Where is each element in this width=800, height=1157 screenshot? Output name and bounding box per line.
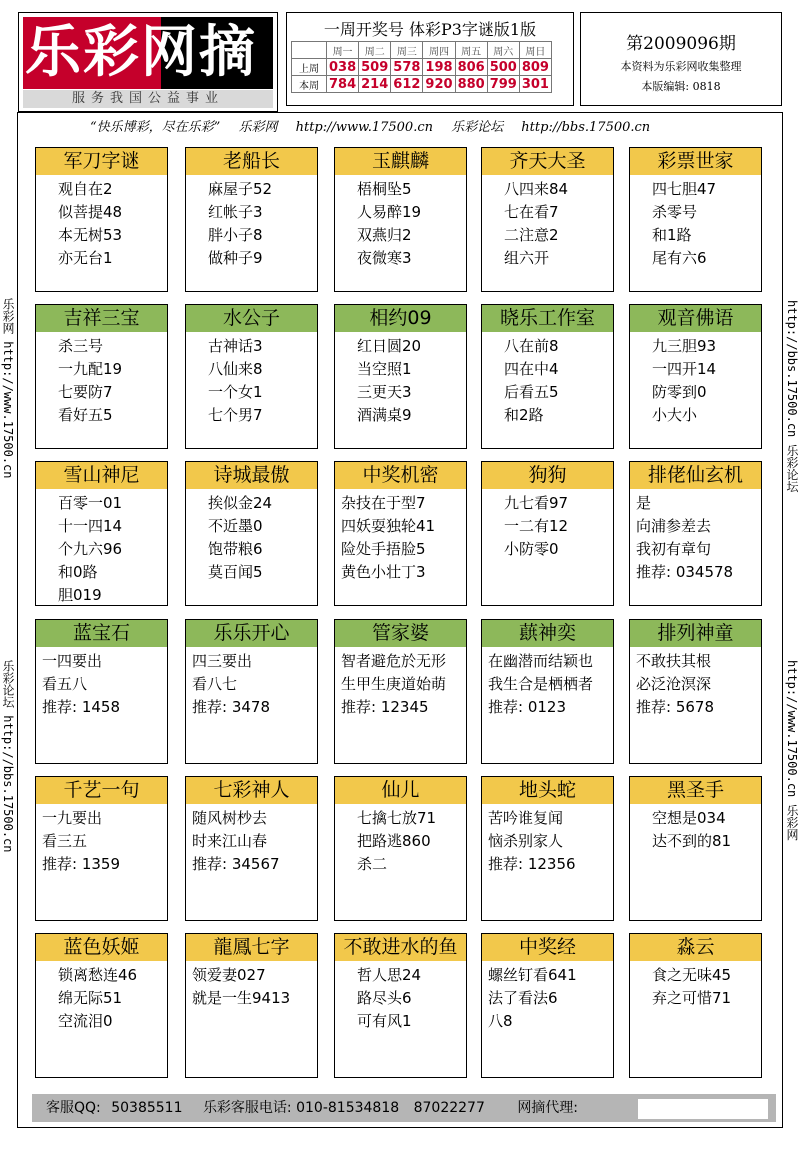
tip-line: 当空照1 [357, 360, 412, 378]
tip-card-body [36, 650, 167, 719]
tip-card-title: 吉祥三宝 [36, 305, 167, 332]
tip-line: 麻屋子52 [208, 180, 273, 198]
tip-line: 恼杀别家人 [488, 832, 564, 850]
tip-card-body [186, 807, 317, 876]
tip-card-title: 蓝宝石 [36, 620, 167, 647]
tip-card-title: 中奖机密 [335, 462, 466, 489]
draw-row-this-week [292, 76, 552, 93]
side-text-right-bottom: http://www.17500.cn 乐彩网 [785, 660, 799, 841]
tip-line: 弃之可惜71 [652, 989, 732, 1007]
tip-line: 黄色小壮丁3 [341, 563, 426, 581]
draw-number: 612 [391, 76, 423, 93]
draw-number: 578 [391, 59, 423, 76]
tip-card-body [482, 335, 613, 427]
tip-card [35, 461, 168, 606]
tip-card-body [186, 492, 317, 584]
logo-text: 乐彩网摘 [25, 20, 257, 85]
weekly-draw-panel [286, 12, 574, 106]
tip-line: 看三五 [42, 832, 88, 850]
tip-line: 杀三号 [58, 337, 104, 355]
tip-card-body [335, 178, 466, 270]
tip-line: 生甲生庚道始萌 [341, 675, 447, 693]
tip-card-body [335, 492, 466, 584]
draw-day-header: 周三 [391, 42, 423, 59]
tip-line: 不敢扶其根 [636, 652, 712, 670]
tip-line: 八仙来8 [208, 360, 263, 378]
tip-card [35, 304, 168, 449]
tip-line: 苦吟谁复闻 [488, 809, 564, 827]
tip-card-title: 蓝色妖姬 [36, 934, 167, 961]
qq-number: 50385511 [111, 1100, 183, 1116]
issue-info-panel [580, 12, 782, 106]
draw-table [291, 41, 552, 93]
tip-line: 推荐: 1458 [42, 698, 120, 716]
tip-line: 胖小子8 [208, 226, 263, 244]
tip-line: 做种子9 [208, 249, 263, 267]
tip-card-body [630, 335, 761, 427]
tip-line: 食之无味45 [652, 966, 732, 984]
tip-line: 推荐: 12356 [488, 855, 576, 873]
tip-line: 向浦参差去 [636, 517, 712, 535]
draw-row-label: 上周 [292, 59, 327, 76]
tip-line: 杀二 [357, 855, 388, 873]
tip-line: 本无树53 [58, 226, 123, 244]
tip-card-body [36, 335, 167, 427]
tip-card [334, 461, 467, 606]
tip-card-body [482, 492, 613, 561]
tip-line: 和1路 [652, 226, 692, 244]
tip-card-body [335, 807, 466, 876]
tip-card-body [36, 964, 167, 1033]
tip-line: 推荐: 12345 [341, 698, 429, 716]
tip-line: 八8 [488, 1012, 513, 1030]
tip-line: 推荐: 34567 [192, 855, 280, 873]
tip-line: 领爱妻027 [192, 966, 266, 984]
tip-card-body [482, 178, 613, 270]
tip-card-body [186, 964, 317, 1010]
agent-field [638, 1099, 768, 1119]
qq-label: 客服QQ: [46, 1100, 101, 1116]
slogan-forum-link[interactable]: http://bbs.17500.cn [521, 120, 651, 135]
tip-line: 双燕归2 [357, 226, 412, 244]
tip-line: 不近墨0 [208, 517, 263, 535]
tip-card [334, 776, 467, 921]
tip-card [334, 304, 467, 449]
tip-line: 空想是034 [652, 809, 726, 827]
tip-line: 空流泪0 [58, 1012, 113, 1030]
tip-card-title: 淼云 [630, 934, 761, 961]
tip-line: 螺丝钉看641 [488, 966, 577, 984]
tip-line: 必泛沧溟深 [636, 675, 712, 693]
draw-corner-cell [292, 42, 327, 59]
tip-line: 后看五5 [504, 383, 559, 401]
tip-card-body [482, 964, 613, 1033]
tip-line: 四七胆47 [652, 180, 717, 198]
tip-card-title: 彩票世家 [630, 148, 761, 175]
tip-line: 看八七 [192, 675, 238, 693]
tip-line: 推荐: 5678 [636, 698, 714, 716]
tip-line: 胆019 [58, 586, 102, 604]
tip-line: 就是一生9413 [192, 989, 291, 1007]
tip-card-title: 玉麒麟 [335, 148, 466, 175]
tip-card [481, 461, 614, 606]
tip-line: 二注意2 [504, 226, 559, 244]
tip-line: 一二有12 [504, 517, 569, 535]
tip-line: 酒满桌9 [357, 406, 412, 424]
tip-card-body [482, 650, 613, 719]
tip-line: 亦无台1 [58, 249, 113, 267]
slogan-site-name: 乐彩网 [238, 120, 278, 135]
tip-card-title: 排佬仙玄机 [630, 462, 761, 489]
tip-line: 四妖耍独轮41 [341, 517, 436, 535]
tip-card [481, 147, 614, 292]
draw-number: 880 [455, 76, 487, 93]
tip-line: 我生合是栖栖者 [488, 675, 594, 693]
tip-card-title: 老船长 [186, 148, 317, 175]
tip-card-title: 龍鳳七字 [186, 934, 317, 961]
tip-line: 挨似金24 [208, 494, 273, 512]
tip-line: 推荐: 3478 [192, 698, 270, 716]
tip-line: 法了看法6 [488, 989, 558, 1007]
tip-card-title: 排列神童 [630, 620, 761, 647]
tip-card [629, 304, 762, 449]
tip-line: 防零到0 [652, 383, 707, 401]
tip-line: 一四开14 [652, 360, 717, 378]
tip-card-body [36, 807, 167, 876]
tip-line: 八在前8 [504, 337, 559, 355]
tip-card-title: 水公子 [186, 305, 317, 332]
draw-day-header: 周四 [423, 42, 455, 59]
draw-number: 809 [519, 59, 551, 76]
draw-number: 806 [455, 59, 487, 76]
draw-row-label: 本周 [292, 76, 327, 93]
tip-card [185, 776, 318, 921]
phone-label: 乐彩客服电话: [202, 1100, 292, 1116]
tip-line: 险处手捂脸5 [341, 540, 426, 558]
tip-card [481, 619, 614, 764]
phone-number-2: 87022277 [413, 1100, 485, 1116]
logo-tagline: 服务我国公益事业 [23, 90, 273, 108]
tip-line: 把路逃860 [357, 832, 431, 850]
slogan-motto: “快乐博彩，尽在乐彩” [90, 120, 221, 135]
tip-line: 推荐: 1359 [42, 855, 120, 873]
tip-card-title: 地头蛇 [482, 777, 613, 804]
tip-card-title: 乐乐开心 [186, 620, 317, 647]
tip-card-title: 狗狗 [482, 462, 613, 489]
tip-line: 个九六96 [58, 540, 123, 558]
tip-card-title: 不敢进水的鱼 [335, 934, 466, 961]
tip-line: 小防零0 [504, 540, 559, 558]
draw-number: 198 [423, 59, 455, 76]
source-note: 本资料为乐彩网收集整理 [620, 60, 742, 73]
draw-day-header: 周五 [455, 42, 487, 59]
tip-line: 三更天3 [357, 383, 412, 401]
tip-card [334, 619, 467, 764]
tip-card-title: 黑圣手 [630, 777, 761, 804]
draw-number: 500 [487, 59, 519, 76]
tip-line: 莫百闻5 [208, 563, 263, 581]
tip-card-body [335, 964, 466, 1033]
tip-line: 是 [636, 494, 652, 512]
tip-line: 推荐: 034578 [636, 563, 734, 581]
tip-card [481, 933, 614, 1078]
slogan-bar [90, 116, 664, 135]
tip-card-body [335, 335, 466, 427]
draw-row-last-week [292, 59, 552, 76]
tip-card-body [36, 492, 167, 607]
tip-card [629, 619, 762, 764]
slogan-site-link[interactable]: http://www.17500.cn [295, 120, 433, 135]
tip-line: 七要防7 [58, 383, 113, 401]
tip-card-body [335, 650, 466, 719]
tip-line: 随风树杪去 [192, 809, 268, 827]
tip-line: 人易醉19 [357, 203, 422, 221]
tip-card-body [186, 650, 317, 719]
site-logo [18, 12, 278, 112]
side-text-right-top: http://bbs.17500.cn 乐彩论坛 [785, 300, 799, 493]
tip-line: 七在看7 [504, 203, 559, 221]
tip-card [629, 933, 762, 1078]
tip-line: 我初有章句 [636, 540, 712, 558]
tip-line: 智者避危於无形 [341, 652, 447, 670]
tip-line: 饱带粮6 [208, 540, 263, 558]
tip-line: 观自在2 [58, 180, 113, 198]
tip-line: 一四要出 [42, 652, 103, 670]
tip-card-body [630, 650, 761, 719]
tip-line: 夜微寒3 [357, 249, 412, 267]
tip-line: 路尽头6 [357, 989, 412, 1007]
tip-card [185, 304, 318, 449]
tip-line: 四三要出 [192, 652, 253, 670]
tip-line: 在幽潜而结颖也 [488, 652, 594, 670]
tip-card-body [630, 964, 761, 1010]
tip-card-body [186, 335, 317, 427]
tip-card-title: 蕻神奕 [482, 620, 613, 647]
tip-card [481, 776, 614, 921]
tip-card-title: 千艺一句 [36, 777, 167, 804]
tip-card [629, 461, 762, 606]
issue-number: 第2009096期 [626, 34, 736, 54]
tip-line: 杀零号 [652, 203, 698, 221]
tip-card [185, 461, 318, 606]
tip-card-title: 诗城最傲 [186, 462, 317, 489]
tip-card [35, 147, 168, 292]
draw-number: 301 [519, 76, 551, 93]
draw-number: 784 [327, 76, 359, 93]
tip-card-title: 相约09 [335, 305, 466, 332]
draw-day-header: 周日 [519, 42, 551, 59]
tip-line: 尾有六6 [652, 249, 707, 267]
tip-line: 和0路 [58, 563, 98, 581]
tip-line: 哲人思24 [357, 966, 422, 984]
tip-line: 一九要出 [42, 809, 103, 827]
tip-line: 一个女1 [208, 383, 263, 401]
draw-title: 一周开奖号 体彩P3字谜版1版 [323, 20, 537, 39]
tip-card [35, 776, 168, 921]
tip-line: 九三胆93 [652, 337, 717, 355]
tip-card-title: 晓乐工作室 [482, 305, 613, 332]
tip-card-title: 军刀字谜 [36, 148, 167, 175]
tip-card [35, 619, 168, 764]
tip-line: 达不到的81 [652, 832, 732, 850]
tip-card [629, 776, 762, 921]
tip-line: 小大小 [652, 406, 698, 424]
tip-card [35, 933, 168, 1078]
tip-line: 一九配19 [58, 360, 123, 378]
tip-card-body [36, 178, 167, 270]
tip-card-title: 仙儿 [335, 777, 466, 804]
slogan-forum-name: 乐彩论坛 [451, 120, 504, 135]
draw-header-row [292, 42, 552, 59]
tip-line: 八四来84 [504, 180, 569, 198]
tip-card-body [630, 492, 761, 584]
side-text-left-top: 乐彩网 http://www.17500.cn [1, 298, 15, 479]
tip-line: 和2路 [504, 406, 544, 424]
tip-card [334, 147, 467, 292]
tip-line: 看五八 [42, 675, 88, 693]
tip-line: 九七看97 [504, 494, 569, 512]
draw-day-header: 周六 [487, 42, 519, 59]
tip-card-title: 观音佛语 [630, 305, 761, 332]
tip-line: 可有风1 [357, 1012, 412, 1030]
tip-line: 七擒七放71 [357, 809, 437, 827]
tip-card [185, 619, 318, 764]
tip-line: 红日圆20 [357, 337, 422, 355]
tip-card-body [630, 178, 761, 270]
tip-card [334, 933, 467, 1078]
tip-line: 红帐子3 [208, 203, 263, 221]
tip-card-title: 管家婆 [335, 620, 466, 647]
tip-card-body [482, 807, 613, 876]
draw-number: 920 [423, 76, 455, 93]
tip-line: 古神话3 [208, 337, 263, 355]
tip-line: 十一四14 [58, 517, 123, 535]
draw-number: 038 [327, 59, 359, 76]
tip-card [629, 147, 762, 292]
tip-card-body [630, 807, 761, 853]
editor-line: 本版编辑: 0818 [641, 80, 721, 93]
tip-line: 七个男7 [208, 406, 263, 424]
phone-number: 010-81534818 [296, 1100, 400, 1116]
tip-line: 推荐: 0123 [488, 698, 566, 716]
tip-card-title: 齐天大圣 [482, 148, 613, 175]
tip-line: 似菩提48 [58, 203, 123, 221]
tip-line: 梧桐坠5 [357, 180, 412, 198]
tip-line: 时来江山春 [192, 832, 268, 850]
tip-line: 绵无际51 [58, 989, 123, 1007]
draw-number: 509 [359, 59, 391, 76]
tip-line: 锁离愁连46 [58, 966, 138, 984]
tip-line: 百零一01 [58, 494, 123, 512]
draw-day-header: 周一 [327, 42, 359, 59]
side-text-left-bottom: 乐彩论坛 http://bbs.17500.cn [1, 660, 15, 853]
draw-day-header: 周二 [359, 42, 391, 59]
tip-line: 四在中4 [504, 360, 559, 378]
draw-number: 799 [487, 76, 519, 93]
tip-card-title: 中奖经 [482, 934, 613, 961]
draw-number: 214 [359, 76, 391, 93]
tip-line: 杂技在于型7 [341, 494, 426, 512]
tip-card-body [186, 178, 317, 270]
tip-card [481, 304, 614, 449]
tip-card-title: 七彩神人 [186, 777, 317, 804]
tip-card [185, 933, 318, 1078]
tip-card-title: 雪山神尼 [36, 462, 167, 489]
tip-card [185, 147, 318, 292]
agent-label: 网摘代理: [517, 1100, 579, 1116]
tip-line: 组六开 [504, 249, 550, 267]
footer-bar [32, 1094, 776, 1122]
tip-line: 看好五5 [58, 406, 113, 424]
